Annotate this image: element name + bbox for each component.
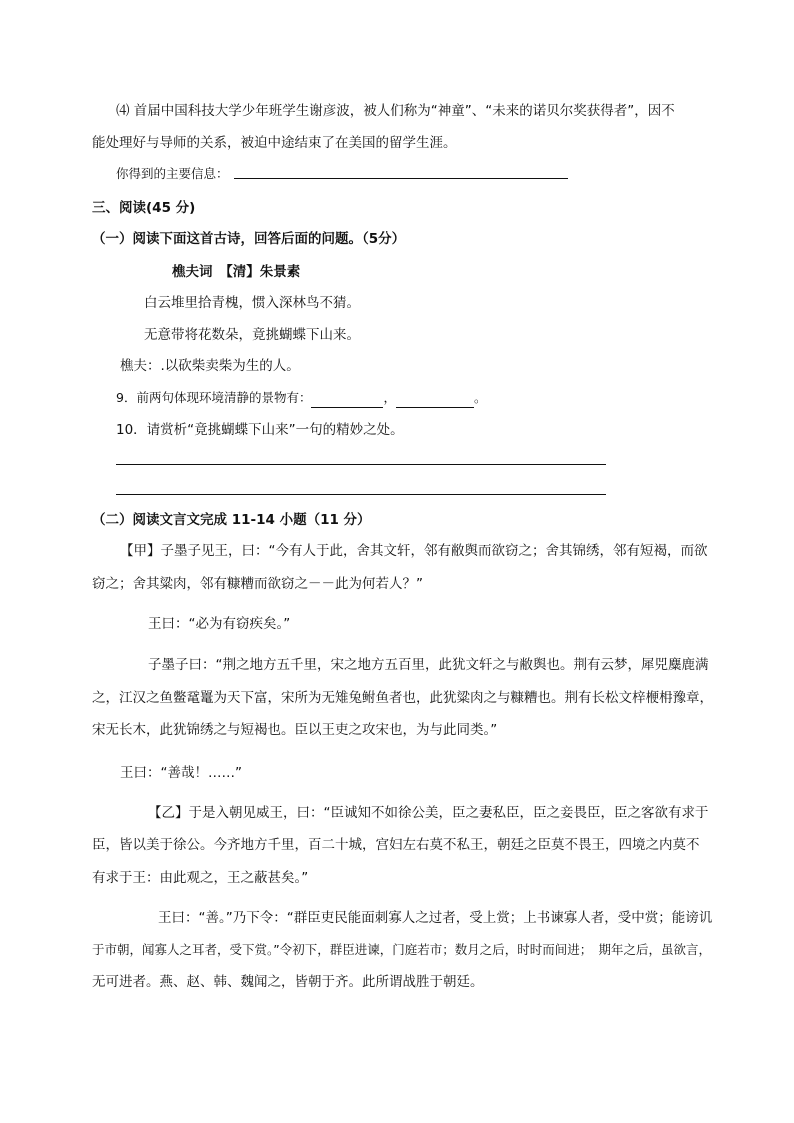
poem-title: 樵夫词 【清】朱景素 <box>172 264 301 280</box>
poem-line-2: 无意带将花数朵，竟挑蝴蝶下山来。 <box>144 327 360 343</box>
wang-reply-3-line-2: 于市朝，闻寡人之耳者，受下赏。”令初下，群臣进谏，门庭若市；数月之后，时时而间进； 期年之后，虽欲言， <box>92 942 711 957</box>
jia-line-2: 窃之；舍其粱肉，邻有糠糟而欲窃之－－此为何若人？” <box>92 576 423 592</box>
question-9 <box>116 388 487 408</box>
poem-section-heading: （一）阅读下面这首古诗，回答后面的问题。（5分） <box>92 231 406 247</box>
question-10: 10．请赏析“竟挑蝴蝶下山来”一句的精妙之处。 <box>116 422 404 438</box>
q9-separator: ， <box>383 390 396 405</box>
mozi-line-2: 之，江汉之鱼鳖鼋鼍为天下富，宋所为无雉兔鲋鱼者也，此犹粱肉之与糠糟也。荆有长松文梓楩枏豫章， <box>92 690 713 706</box>
poem-note: 樵夫：.以砍柴卖柴为生的人。 <box>120 358 300 374</box>
q10-answer-line-1[interactable] <box>116 464 606 465</box>
item4-line1: ⑷ 首届中国科技大学少年班学生谢彦波，被人们称为“神童”、“未来的诺贝尔奖获得者”，因不 <box>116 103 675 119</box>
mozi-line-3: 宋无长木，此犹锦绣之与短褐也。臣以王吏之攻宋也，为与此同类。” <box>92 722 498 738</box>
section3-heading: 三、阅读(45 分) <box>92 200 196 216</box>
question-9-text: 9．前两句体现环境清静的景物有： <box>116 390 312 405</box>
yi-line-3: 有求于王：由此观之，王之蔽甚矣。” <box>92 870 309 886</box>
wang-reply-3-line-1: 王曰：“善。”乃下令：“群臣吏民能面刺寡人之过者，受上赏；上书谏寡人者，受中赏；能谤讥 <box>158 910 713 926</box>
info-label: 你得到的主要信息： <box>116 166 229 181</box>
item4-line2: 能处理好与导师的关系，被迫中途结束了在美国的留学生涯。 <box>92 135 457 151</box>
q10-answer-line-2[interactable] <box>116 494 606 495</box>
wang-reply-3-line-3: 无可进者。燕、赵、韩、魏闻之，皆朝于齐。此所谓战胜于朝廷。 <box>92 974 484 990</box>
jia-line-1: 【甲】子墨子见王，曰：“今有人于此，舍其文轩，邻有敝舆而欲窃之；舍其锦绣，邻有短褐，而欲 <box>120 543 708 559</box>
wang-reply-1: 王曰：“必为有窃疾矣。” <box>148 616 291 632</box>
wang-reply-2: 王曰：“善哉！……” <box>120 765 242 781</box>
yi-line-1: 【乙】于是入朝见威王，曰：“臣诚知不如徐公美，臣之妻私臣，臣之妾畏臣，臣之客欲有求于 <box>148 805 709 821</box>
q9-blank-1[interactable] <box>311 393 383 408</box>
info-answer-line[interactable] <box>234 178 568 179</box>
mozi-line-1: 子墨子曰：“荆之地方五千里，宋之地方五百里，此犹文轩之与敝舆也。荆有云梦，犀兕麋鹿满 <box>148 657 709 673</box>
yi-line-2: 臣，皆以美于徐公。今齐地方千里，百二十城，宫妇左右莫不私王，朝廷之臣莫不畏王，四境之内莫不 <box>92 837 700 853</box>
poem-line-1: 白云堆里拾青槐，惯入深林鸟不猜。 <box>144 295 360 311</box>
q9-blank-2[interactable] <box>396 393 474 408</box>
classical-section-heading: （二）阅读文言文完成 11-14 小题（11 分） <box>92 512 371 528</box>
q9-end: 。 <box>473 390 487 405</box>
